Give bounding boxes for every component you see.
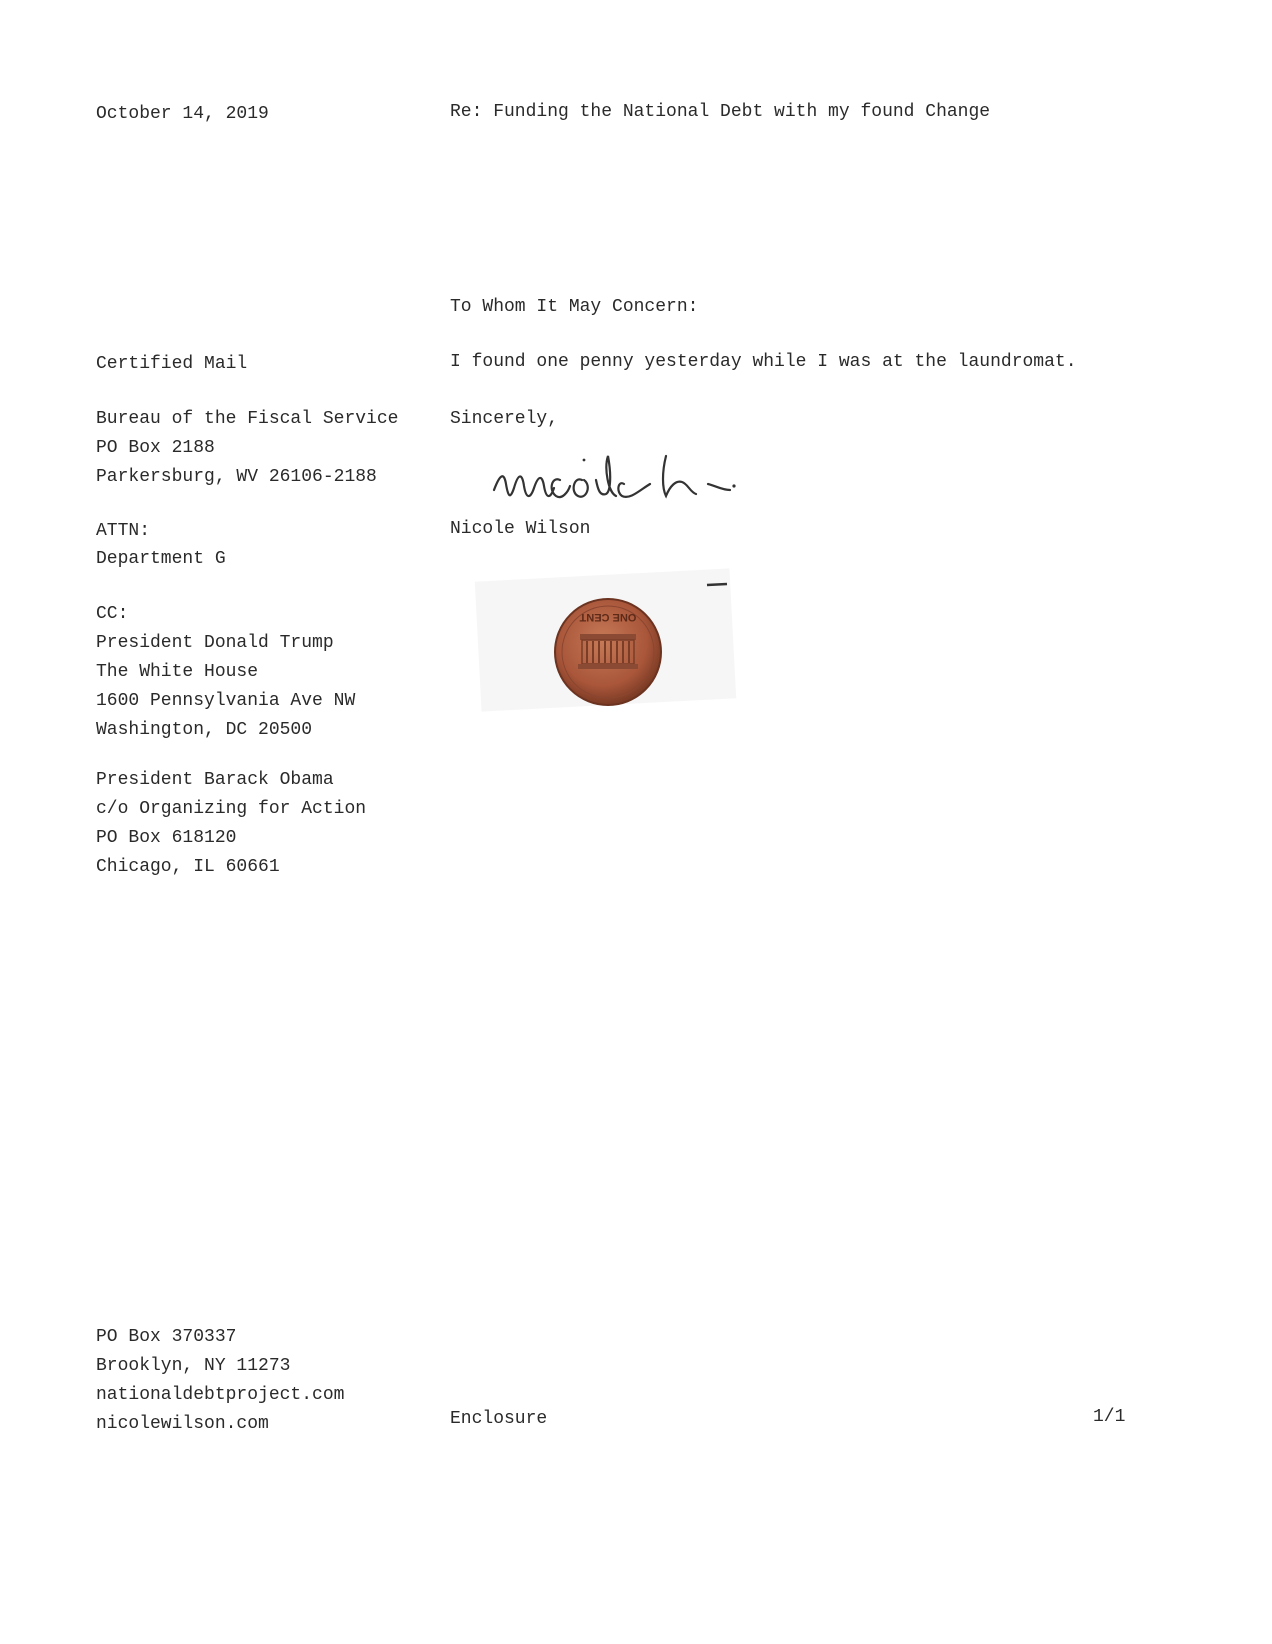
attn-department: Department G <box>96 549 226 569</box>
cc-line: 1600 Pennsylvania Ave NW <box>96 691 356 711</box>
sender-line: nationaldebtproject.com <box>96 1385 345 1405</box>
enclosure-note: Enclosure <box>450 1409 548 1429</box>
recipient-address <box>96 405 398 492</box>
delivery-method: Certified Mail <box>96 354 248 374</box>
sender-address <box>96 1323 344 1439</box>
address-line: PO Box 2188 <box>96 438 215 458</box>
stray-mark <box>705 575 743 605</box>
cc-line: Chicago, IL 60661 <box>96 857 280 877</box>
cc-line: Washington, DC 20500 <box>96 720 313 740</box>
cc-line: President Donald Trump <box>96 633 334 653</box>
cc-section <box>96 600 355 745</box>
sender-line: PO Box 370337 <box>96 1327 237 1347</box>
cc-line: President Barack Obama <box>96 770 334 790</box>
page-number: 1/1 <box>1093 1407 1126 1427</box>
sender-line: Brooklyn, NY 11273 <box>96 1356 291 1376</box>
closing: Sincerely, <box>450 409 559 429</box>
salutation: To Whom It May Concern: <box>450 297 699 317</box>
attn-label: ATTN: <box>96 521 151 541</box>
cc-line: PO Box 618120 <box>96 828 237 848</box>
signer-name: Nicole Wilson <box>450 519 591 539</box>
cc-label: CC: <box>96 604 129 624</box>
letter-body: I found one penny yesterday while I was at the laundromat. <box>450 352 1077 372</box>
penny-coin <box>552 596 664 708</box>
coin-lettering: ONE CENT <box>579 611 637 623</box>
cc-line: c/o Organizing for Action <box>96 799 367 819</box>
letter-subject: Re: Funding the National Debt with my found Change <box>450 102 991 122</box>
cc-second-recipient <box>96 766 366 882</box>
cc-line: The White House <box>96 662 259 682</box>
letter-date: October 14, 2019 <box>96 104 269 124</box>
sender-line: nicolewilson.com <box>96 1414 269 1434</box>
address-line: Parkersburg, WV 26106-2188 <box>96 467 377 487</box>
address-line: Bureau of the Fiscal Service <box>96 409 399 429</box>
handwritten-signature <box>490 450 770 520</box>
